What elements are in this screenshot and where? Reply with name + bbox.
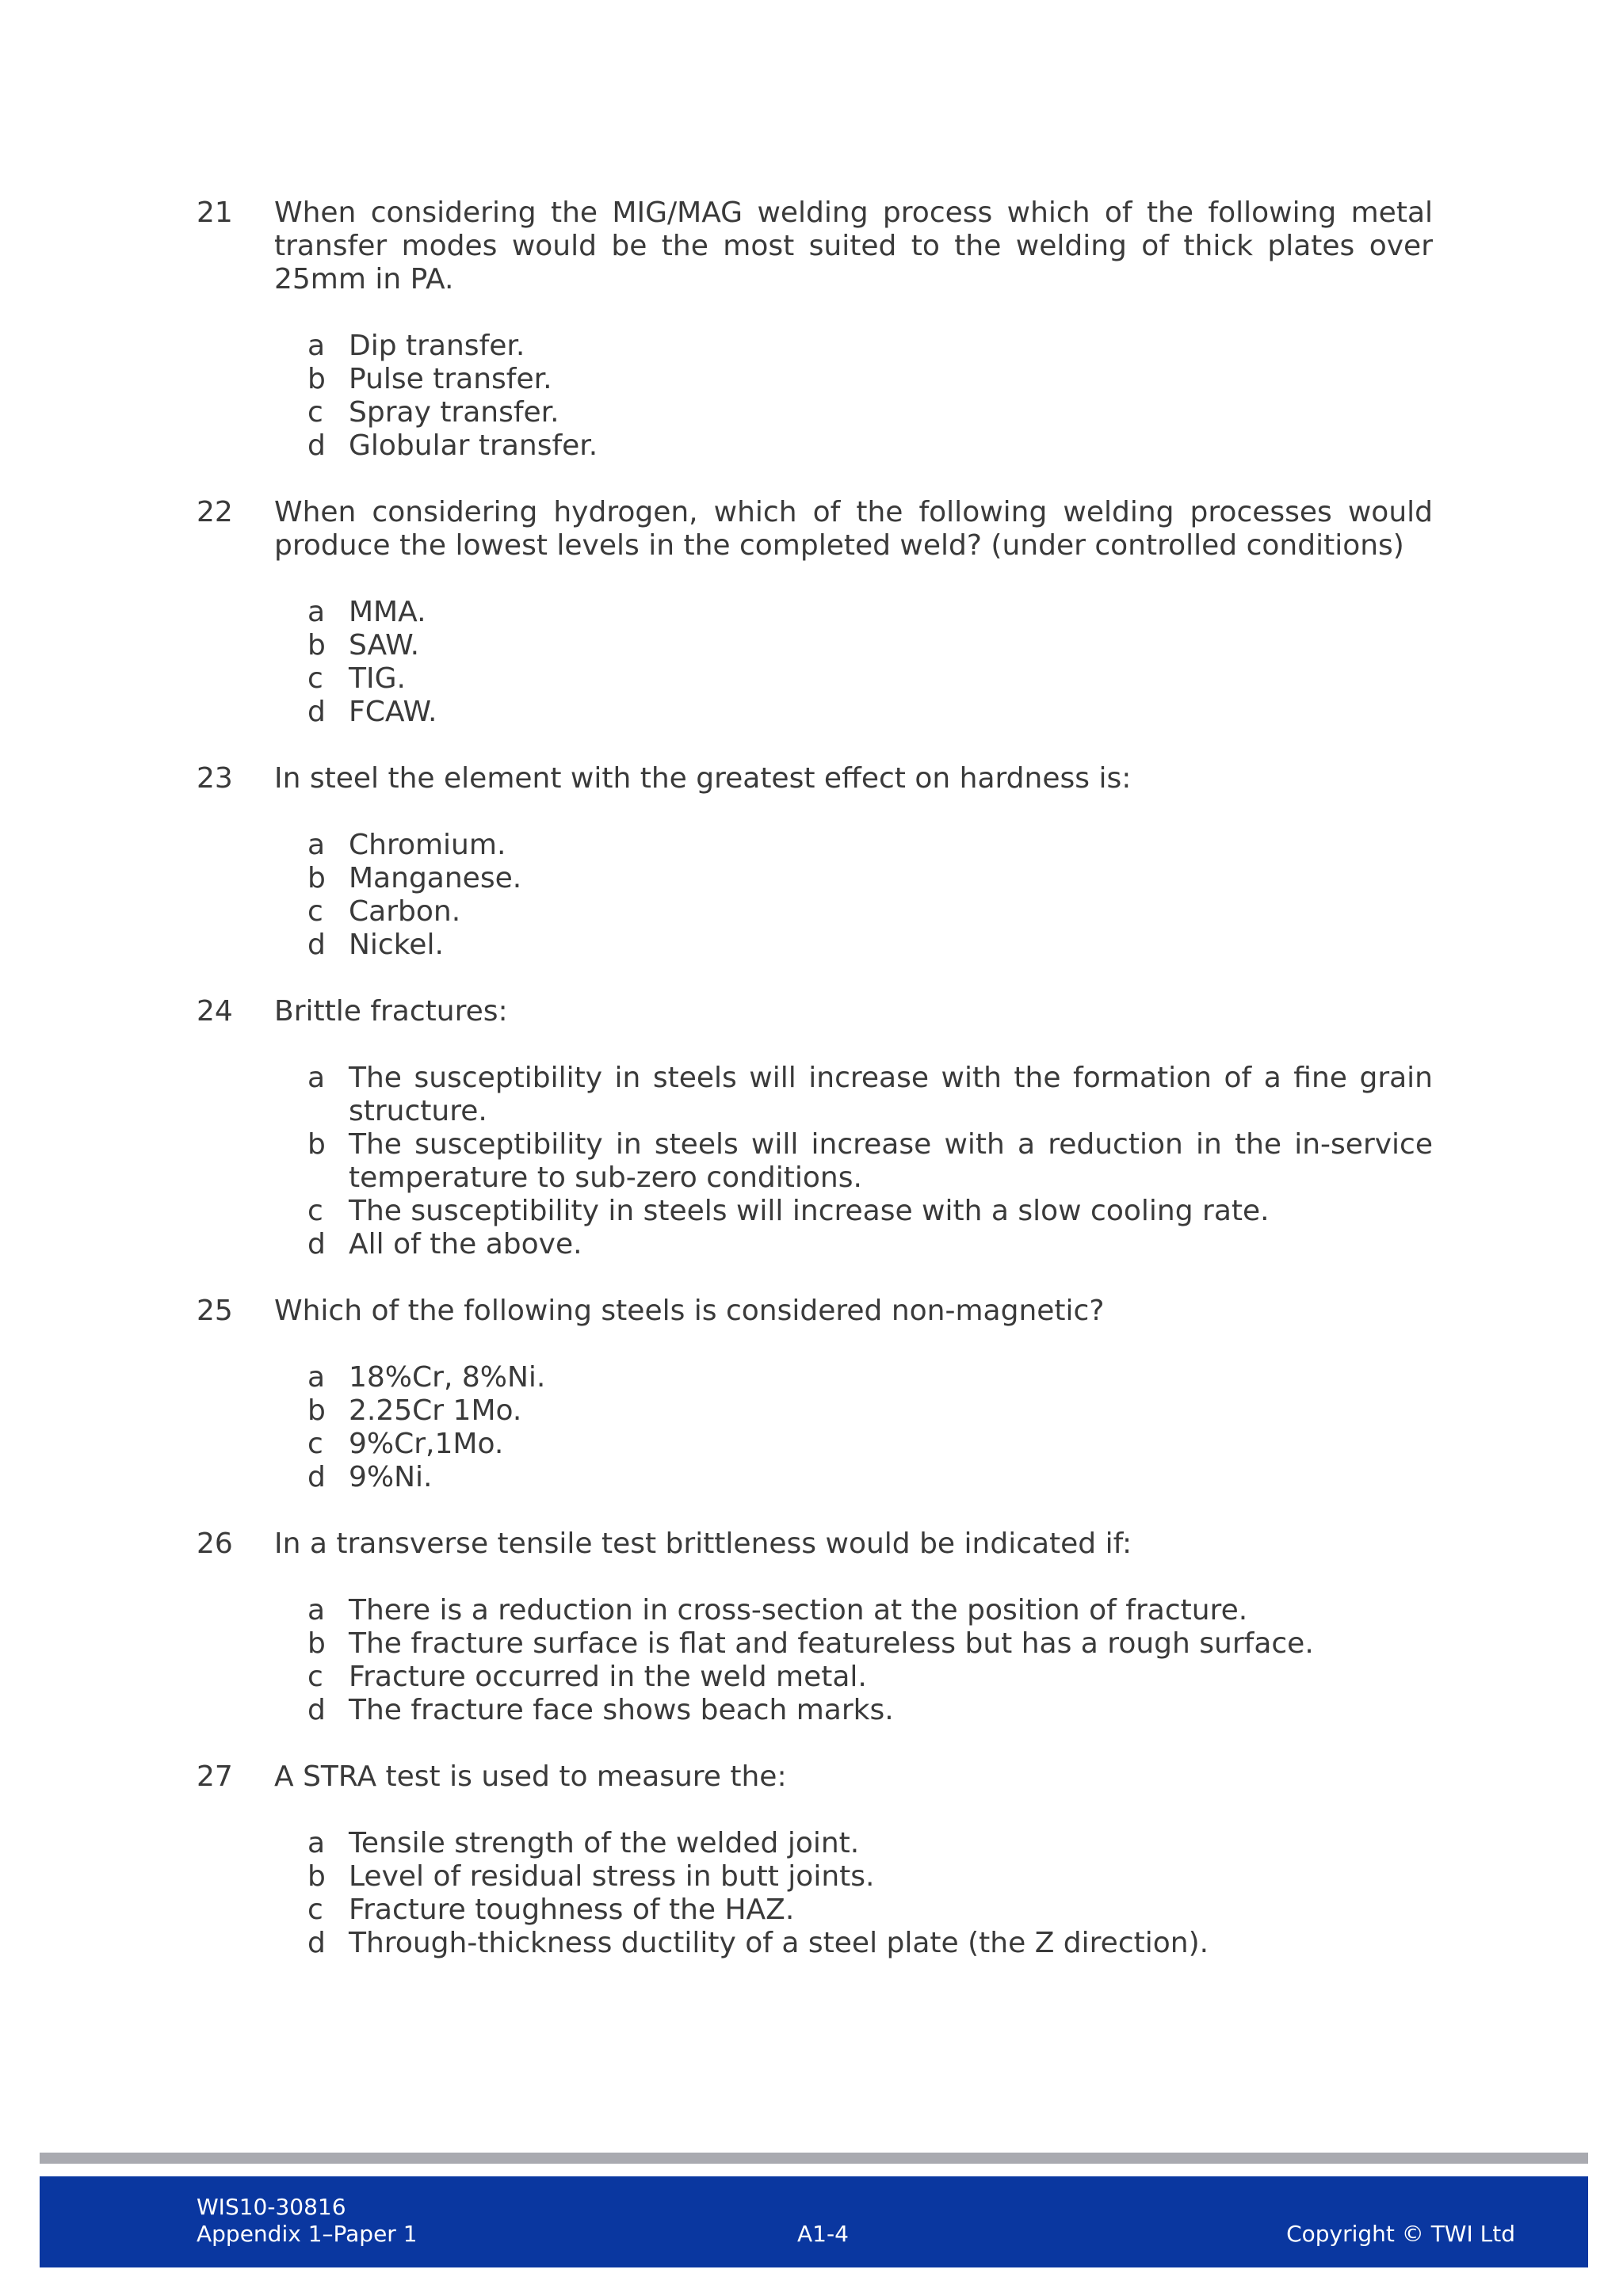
question-number: 22 (197, 496, 233, 528)
answer-option-d (307, 1461, 1433, 1494)
question-number: 27 (197, 1760, 233, 1793)
option-letter: d (307, 696, 326, 728)
option-text: 2.25Cr 1Mo. (349, 1394, 522, 1427)
option-letter: a (307, 596, 326, 628)
answer-option-b (307, 629, 1433, 662)
footer-page-number: A1-4 (797, 2221, 849, 2247)
question-22 (197, 496, 1433, 729)
option-text: Chromium. (349, 829, 506, 861)
footer-copyright: Copyright © TWI Ltd (1286, 2221, 1515, 2247)
answer-option-d (307, 929, 1433, 962)
option-text: 18%Cr, 8%Ni. (349, 1361, 546, 1394)
option-letter: c (307, 1661, 323, 1693)
option-text: Fracture occurred in the weld metal. (349, 1661, 867, 1693)
option-text: SAW. (349, 629, 420, 662)
option-text: Dip transfer. (349, 330, 525, 362)
question-stem (197, 1527, 1433, 1561)
option-text: The fracture face shows beach marks. (349, 1694, 894, 1726)
option-letter: a (307, 1594, 326, 1627)
option-text: The susceptibility in steels will increase with the formation of a fine grain structure. (349, 1062, 1433, 1127)
answer-option-a (307, 1827, 1433, 1860)
question-21 (197, 196, 1433, 463)
answer-options (307, 1062, 1433, 1261)
question-stem (197, 1295, 1433, 1328)
option-text: Through-thickness ductility of a steel plate (the Z direction). (349, 1927, 1209, 1959)
answer-option-b (307, 363, 1433, 396)
option-letter: d (307, 1461, 326, 1493)
footer-appendix: Appendix 1–Paper 1 (197, 2221, 418, 2247)
option-letter: b (307, 862, 326, 894)
question-number: 21 (197, 196, 233, 229)
option-text: Tensile strength of the welded joint. (349, 1827, 860, 1859)
question-stem (197, 196, 1433, 296)
question-text: In steel the element with the greatest effect on hardness is: (274, 762, 1132, 795)
option-text: MMA. (349, 596, 426, 628)
question-24 (197, 995, 1433, 1261)
option-letter: a (307, 1827, 326, 1859)
answer-option-d (307, 696, 1433, 729)
answer-option-c (307, 1894, 1433, 1927)
question-stem (197, 762, 1433, 795)
option-text: Globular transfer. (349, 429, 598, 462)
question-text: In a transverse tensile test brittleness would be indicated if: (274, 1527, 1132, 1560)
option-letter: c (307, 662, 323, 695)
answer-option-b (307, 1860, 1433, 1894)
answer-options (307, 1594, 1433, 1727)
option-text: Manganese. (349, 862, 522, 894)
answer-option-b (307, 1394, 1433, 1428)
answer-options (307, 1361, 1433, 1494)
option-letter: b (307, 363, 326, 395)
option-text: 9%Ni. (349, 1461, 433, 1493)
option-text: Carbon. (349, 895, 461, 928)
option-letter: d (307, 1228, 326, 1261)
question-23 (197, 762, 1433, 962)
option-text: Spray transfer. (349, 396, 559, 429)
question-number: 24 (197, 995, 233, 1028)
question-text: When considering hydrogen, which of the following welding processes would produce the lowest levels in the completed weld? (under controlled conditions) (274, 496, 1433, 562)
answer-option-a (307, 1062, 1433, 1128)
option-text: Level of residual stress in butt joints. (349, 1860, 875, 1893)
answer-option-b (307, 1627, 1433, 1661)
option-letter: d (307, 429, 326, 462)
question-stem (197, 496, 1433, 563)
question-number: 25 (197, 1295, 233, 1327)
answer-option-b (307, 1128, 1433, 1195)
option-text: Nickel. (349, 929, 444, 961)
option-text: Pulse transfer. (349, 363, 552, 395)
option-text: There is a reduction in cross-section at the position of fracture. (349, 1594, 1248, 1627)
question-text: A STRA test is used to measure the: (274, 1760, 787, 1793)
answer-option-d (307, 429, 1433, 463)
footer-bar (40, 2176, 1588, 2267)
footer-rule (40, 2153, 1588, 2164)
answer-option-c (307, 662, 1433, 696)
question-stem (197, 1760, 1433, 1794)
footer-doc-code: WIS10-30816 (197, 2194, 346, 2220)
option-text: The susceptibility in steels will increase with a reduction in the in-service temperature to sub-zero conditions. (349, 1128, 1433, 1194)
question-27 (197, 1760, 1433, 1960)
option-letter: a (307, 330, 326, 362)
question-text: When considering the MIG/MAG welding process which of the following metal transfer modes would be the most suited to the welding of thick plates over 25mm in PA. (274, 196, 1433, 296)
option-text: The fracture surface is flat and featureless but has a rough surface. (349, 1627, 1314, 1660)
answer-option-c (307, 396, 1433, 429)
answer-option-d (307, 1694, 1433, 1727)
option-letter: a (307, 1361, 326, 1394)
answer-options (307, 1827, 1433, 1960)
question-26 (197, 1527, 1433, 1727)
answer-option-a (307, 829, 1433, 862)
option-letter: b (307, 1394, 326, 1427)
option-letter: a (307, 1062, 326, 1094)
answer-options (307, 829, 1433, 962)
option-letter: a (307, 829, 326, 861)
option-letter: d (307, 929, 326, 961)
answer-option-a (307, 596, 1433, 629)
answer-options (307, 330, 1433, 463)
option-text: FCAW. (349, 696, 437, 728)
option-letter: d (307, 1927, 326, 1959)
question-number: 23 (197, 762, 233, 795)
answer-option-c (307, 1195, 1433, 1228)
option-letter: c (307, 1195, 323, 1227)
question-stem (197, 995, 1433, 1028)
option-text: The susceptibility in steels will increase with a slow cooling rate. (349, 1195, 1270, 1227)
answer-option-a (307, 1594, 1433, 1627)
option-letter: b (307, 1128, 326, 1161)
answer-options (307, 596, 1433, 729)
option-text: 9%Cr,1Mo. (349, 1428, 504, 1460)
option-letter: c (307, 895, 323, 928)
answer-option-c (307, 1428, 1433, 1461)
question-list (197, 196, 1433, 1993)
option-letter: c (307, 1428, 323, 1460)
question-text: Which of the following steels is considered non-magnetic? (274, 1295, 1105, 1327)
option-letter: b (307, 629, 326, 662)
question-25 (197, 1295, 1433, 1494)
option-text: TIG. (349, 662, 406, 695)
option-letter: d (307, 1694, 326, 1726)
answer-option-d (307, 1927, 1433, 1960)
question-number: 26 (197, 1527, 233, 1560)
option-letter: b (307, 1860, 326, 1893)
question-text: Brittle fractures: (274, 995, 508, 1028)
option-text: Fracture toughness of the HAZ. (349, 1894, 795, 1926)
option-letter: c (307, 1894, 323, 1926)
answer-option-a (307, 330, 1433, 363)
answer-option-c (307, 895, 1433, 929)
answer-option-c (307, 1661, 1433, 1694)
answer-option-a (307, 1361, 1433, 1394)
answer-option-d (307, 1228, 1433, 1261)
answer-option-b (307, 862, 1433, 895)
option-letter: b (307, 1627, 326, 1660)
option-letter: c (307, 396, 323, 429)
option-text: All of the above. (349, 1228, 582, 1261)
